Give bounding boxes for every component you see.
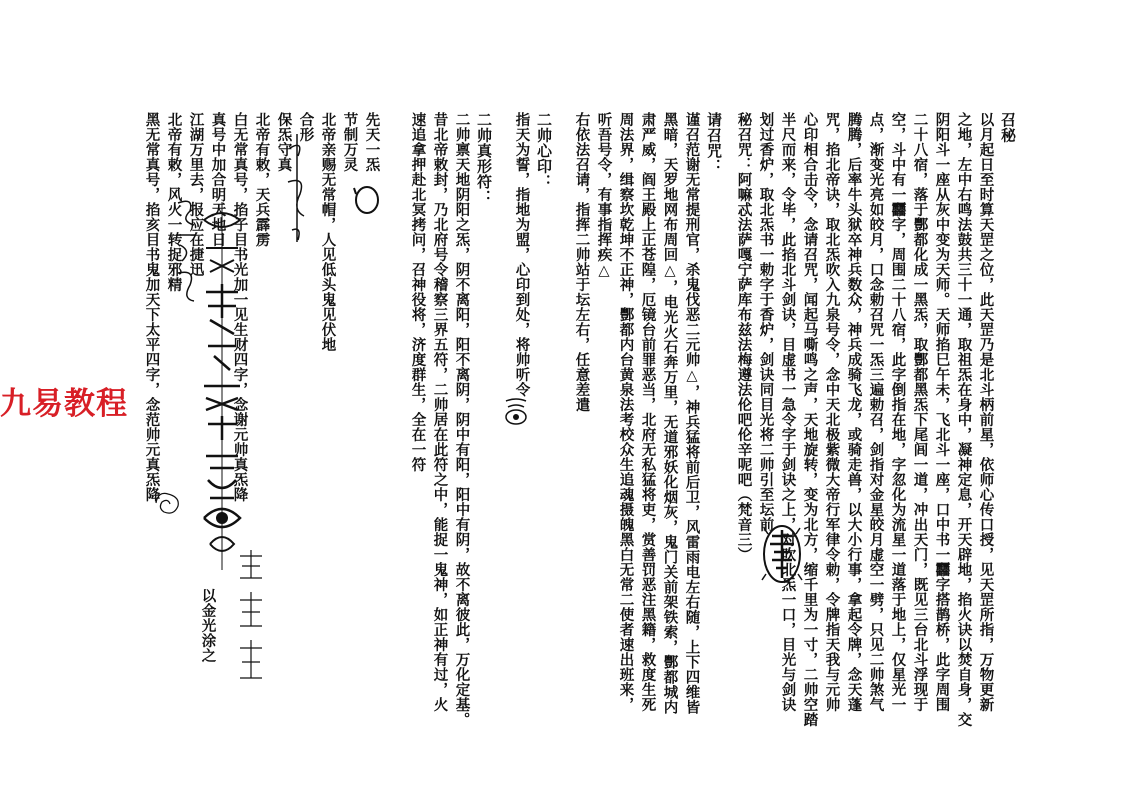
talisman-caption: 先天一炁: [363, 112, 381, 172]
black-impermanence-talisman-icon: [284, 130, 310, 250]
talisman-caption: 北帝有敕，风火一转捉邪精: [165, 112, 183, 292]
text-column: 腾腾，后率牛头狱卒神兵数众，神兵成骑飞龙，或骑走兽，以大小行事，拿起令牌，念天蓬: [845, 112, 863, 712]
talisman-caption: 江湖万里去，报应在捷迅: [187, 112, 205, 277]
talisman-caption: 黑无常真号，掐亥目书鬼加天下太平四字，念范帅元真炁降: [143, 112, 161, 502]
talisman-caption: 真号中加合明天地日: [209, 112, 227, 247]
text-column: 咒，掐北帝诀，取北炁吹入九泉号令，念中天北极紫微大帝行军律令勅，令牌指天我与元帅: [823, 112, 841, 712]
talisman-caption: 节制万灵: [341, 112, 359, 172]
text-column: 以月起日至时算天罡之位，此天罡乃是北斗柄前星，依师心传口授，见天罡所指，万物更新: [977, 112, 995, 712]
secret-summon-mantra: 秘召咒：阿嘛忒法萨嘎宁萨库布兹法梅遵法伦吧伦辛呢吧（梵音三）: [735, 112, 753, 562]
text-column: 阴阳斗一座从灰中变为天师。天师掐巳午未，飞北斗一座，口中书一䨻字搭鹊桥，此字周围: [933, 112, 951, 712]
spiral-talisman-icon: [150, 488, 186, 518]
text-column: 周法界，缉察坎乾坤不正神，酆都内台黄泉法考校众生追魂摄魄黑白无常二使者速出班来，: [617, 112, 635, 712]
gold-light-caption: 以金光涂之: [199, 588, 217, 663]
cloud-seal-talisman-icon: [234, 548, 268, 688]
text-column: 点，渐变光亮如皎月，口念勅召咒一炁三遍勅召，剑指对金星皎月虚空一劈，只见二帅煞气: [867, 112, 885, 712]
text-column: 速追拿押赴北冥拷问，召神役将，济度群生，全在一符: [409, 112, 427, 472]
text-column: 划过香炉，取北炁书一勅字于香炉，剑诀同目光将二帅引至坛前: [757, 112, 775, 532]
section-title-true-form-talisman: 二帅真形符：: [475, 112, 493, 205]
talisman-caption: 保炁守真: [275, 112, 293, 172]
eye-talisman-icon: [500, 395, 532, 429]
section-title-heart-seal: 二帅心印：: [535, 112, 553, 190]
talisman-caption: 北帝亲赐无常帽，人见低头鬼见伏地: [319, 112, 337, 352]
text-column: 二帅禀天地阴阳之炁，阴不离阳，阳不离阴，阴中有阳，阳中有阴，故不离彼此，万化定基。: [453, 112, 471, 727]
text-column: 肃严威，阎王殿上正苍隍，厄镜台前罪恶当，北府无私猛将吏，赏善罚恶注黑籍，救度生死: [639, 112, 657, 712]
section-title-summon-mantra: 请召咒：: [705, 112, 723, 174]
true-form-talisman-icon: [196, 200, 248, 580]
text-column: 听吾号令，有事指挥疾△: [595, 112, 613, 280]
spiral-talisman-icon: [352, 184, 382, 216]
watermark: 九易教程: [0, 386, 128, 422]
white-impermanence-talisman-icon: [172, 195, 200, 305]
text-column: 指天为誓，指地为盟，心印到处，将帅听令: [513, 112, 531, 397]
text-column: 空，斗中有一䨻字，周围二十八宿，此字倒指在地，字忽化为流星一道落于地上，仅星光一: [889, 112, 907, 712]
text-column: 之地，左中右鸣法鼓共三十一通，取祖炁在身中，凝神定息，开天辟地，掐火诀以焚自身，交: [955, 112, 973, 727]
talisman-caption: 合形: [297, 112, 315, 142]
talisman-caption: 北帝有敕，天兵霹雳: [253, 112, 271, 247]
text-column: 二十八宿，落于酆都化成一黑炁，取酆都黑炁下尾闾一道，冲出天门，既见三台北斗浮现于: [911, 112, 929, 712]
text-column: 谨召范谢无常提刑官，杀鬼伐恶二元帅△，神兵猛将前后卫，风雷雨电左右随，上下四维皆: [683, 112, 701, 715]
text-column: 昔北帝敕封，乃北府号令稽察三界五符，二帅居在此符之中，能捉一鬼神，如正神有过，火: [431, 112, 449, 712]
text-column: 半尺而来，令毕，此掐北斗剑诀，目虚书一急令字于剑诀之上，对吹北炁一口，目光与剑诀: [779, 112, 797, 712]
text-column: 右依法召请，指挥二帅站于坛左右，任意差遣: [573, 112, 591, 412]
seal-talisman-icon: [760, 522, 804, 586]
talisman-caption: 白无常真号，掐子目书光加一见生财四字，念谢元帅真炁降: [231, 112, 249, 502]
section-title-summon-secret: 召秘: [999, 112, 1017, 143]
text-column: 黑暗，天罗地网布周回△，电光火石奔万里，无道邪妖化烟灰，鬼门关前架铁索，酆都城内: [661, 112, 679, 715]
text-column: 心印相合击令，念请召咒，闻起马嘶鸣之声，天地旋转，变为北方，缩千里为一寸，二帅空踏: [801, 112, 819, 727]
